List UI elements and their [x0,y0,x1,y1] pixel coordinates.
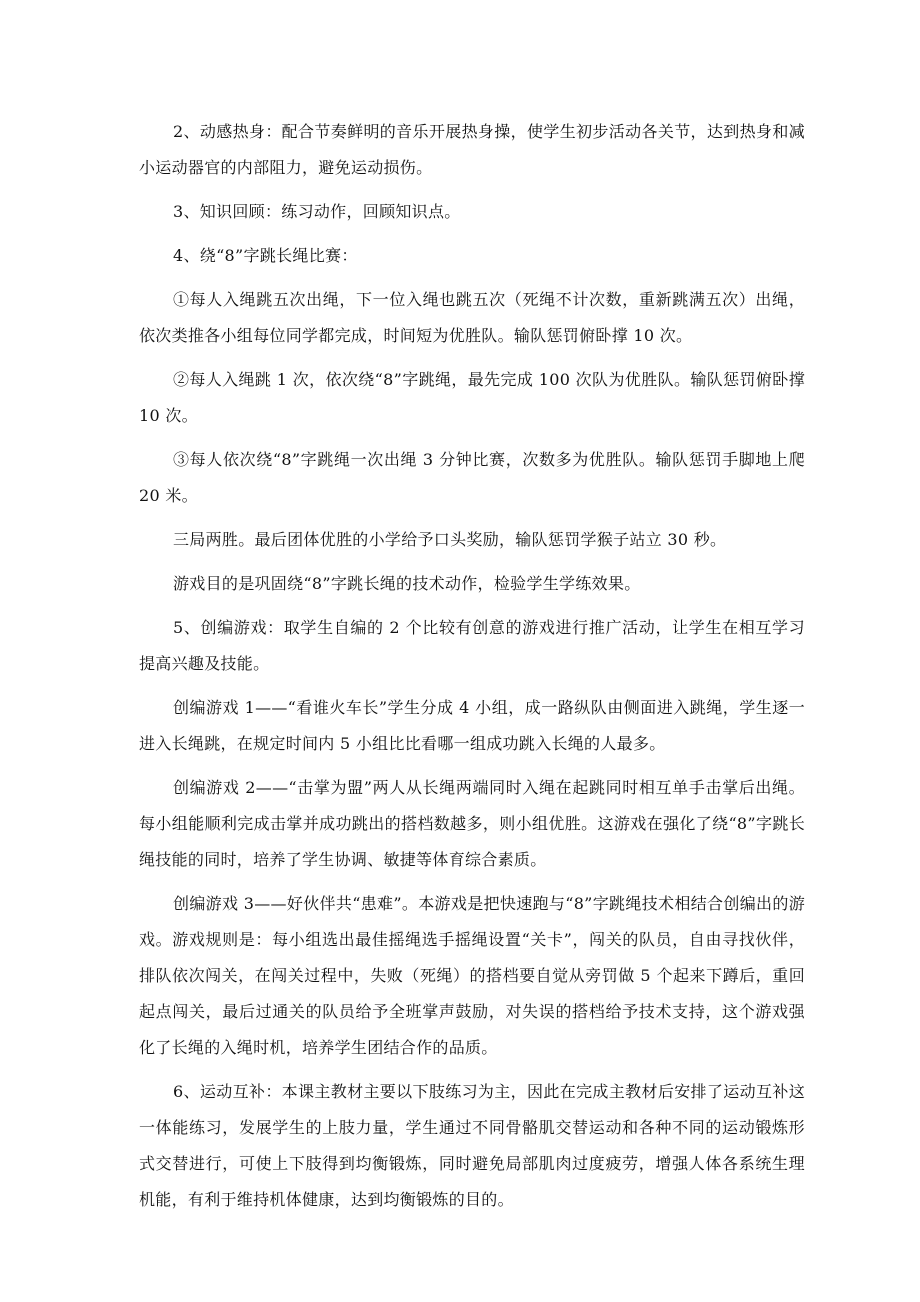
paragraph-game-purpose: 游戏目的是巩固绕“8”字跳长绳的技术动作，检验学生学练效果。 [173,574,641,593]
paragraph-round-2: ②每人入绳跳 1 次，依次绕“8”字跳绳，最先完成 100 次队为优胜队。输队惩罚俯卧撑 10 次。 [139,370,805,425]
paragraph-rope-competition-heading: 4、绕“8”字跳长绳比赛： [173,246,358,265]
paragraph-creative-game-3: 创编游戏 3——好伙伴共“患难”。本游戏是把快速跑与“8”字跳绳技术相结合创编出的游戏。游戏规则是：每小组选出最佳摇绳选手摇绳设置“关卡”，闯关的队员，自由寻找伙伴，排队依次闯关，在闯关过程中，失败（死绳）的搭档要自觉从旁罚做 5 个起来下蹲后，重回起点闯关，最后过通关的队员给予全班掌声鼓励，对失误的搭档给予技术支持，这个游戏强化了长绳的入绳时机，培养学生团结合作的品质。 [139,894,805,1057]
paragraph-best-of-three: 三局两胜。最后团体优胜的小学给予口头奖励，输队惩罚学猴子站立 30 秒。 [173,530,727,549]
paragraph-creative-games: 5、创编游戏：取学生自编的 2 个比较有创意的游戏进行推广活动，让学生在相互学习提高兴趣及技能。 [139,618,805,673]
paragraph-round-3: ③每人依次绕“8”字跳绳一次出绳 3 分钟比赛，次数多为优胜队。输队惩罚手脚地上爬 20 米。 [139,450,805,505]
document-body [139,114,805,1218]
paragraph-sport-complement: 6、运动互补：本课主教材主要以下肢练习为主，因此在完成主教材后安排了运动互补这一体能练习，发展学生的上肢力量，学生通过不同骨骼肌交替运动和各种不同的运动锻炼形式交替进行，可使上下肢得到均衡锻炼，同时避免局部肌肉过度疲劳，增强人体各系统生理机能，有利于维持机体健康，达到均衡锻炼的目的。 [139,1082,805,1209]
paragraph-creative-game-1: 创编游戏 1——“看谁火车长”学生分成 4 小组，成一路纵队由侧面进入跳绳，学生逐一进入长绳跳，在规定时间内 5 小组比比看哪一组成功跳入长绳的人最多。 [139,698,805,753]
paragraph-warmup: 2、动感热身：配合节奏鲜明的音乐开展热身操，使学生初步活动各关节，达到热身和减小运动器官的内部阻力，避免运动损伤。 [139,122,805,177]
paragraph-round-1: ①每人入绳跳五次出绳，下一位入绳也跳五次（死绳不计次数，重新跳满五次）出绳，依次类推各小组每位同学都完成，时间短为优胜队。输队惩罚俯卧撑 10 次。 [139,290,805,345]
paragraph-creative-game-2: 创编游戏 2——“击掌为盟”两人从长绳两端同时入绳在起跳同时相互单手击掌后出绳。每小组能顺利完成击掌并成功跳出的搭档数越多，则小组优胜。这游戏在强化了绕“8”字跳长绳技能的同时，培养了学生协调、敏捷等体育综合素质。 [139,778,805,869]
paragraph-knowledge-review: 3、知识回顾：练习动作，回顾知识点。 [173,202,461,221]
